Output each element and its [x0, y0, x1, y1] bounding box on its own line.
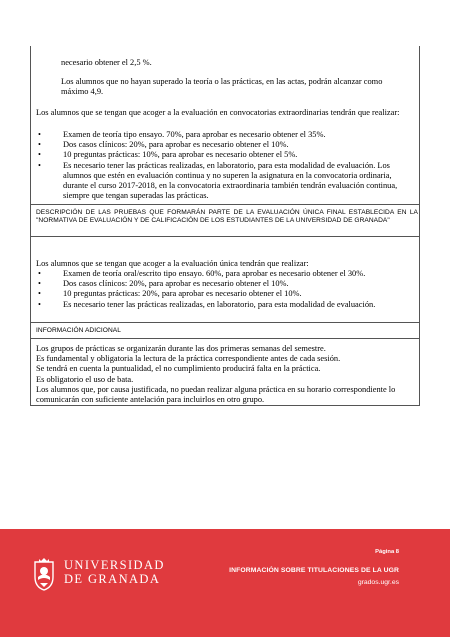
grados-link[interactable]: grados.ugr.es	[357, 579, 399, 586]
university-crest-icon	[31, 557, 57, 591]
section-divider	[31, 204, 419, 205]
list-item: • Examen de teoría oral/escrito tipo ensayo. 60%, para aprobar es necesario obtener el 30%.	[36, 269, 408, 279]
list-item: • 10 preguntas prácticas: 10%, para aprobar es necesario obtener el 5%.	[36, 150, 408, 160]
footer-band	[0, 529, 450, 637]
evaluacion-unica-intro: Los alumnos que se tengan que acoger a la evaluación única tendrán que realizar:	[36, 259, 309, 268]
list-item: • Es necesario tener las prácticas realizadas, en laboratorio, para esta modalidad de evaluación. Los alumnos que estén en evaluación continua y no superen la asignatura en la convocatoria ordinaria, durante el curso 2017-2018, en la convocatoria extraordinaria también tendrán evaluación continua, siempre que tengan superadas las prácticas.	[36, 161, 408, 202]
info-adicional-heading: INFORMACIÓN ADICIONAL	[36, 327, 121, 334]
no-superado-paragraph: Los alumnos que no hayan superado la teoría o las prácticas, en las actas, podrán alcanzar como máximo 4,9.	[61, 77, 383, 97]
page-number: Página 8	[375, 549, 399, 555]
titulaciones-title: INFORMACIÓN SOBRE TITULACIONES DE LA UGR	[229, 567, 399, 574]
info-line: Los grupos de prácticas se organizarán durante las dos primeras semanas del semestre.	[36, 344, 326, 353]
university-name: UNIVERSIDAD DE GRANADA	[64, 558, 165, 586]
list-item: • Examen de teoría tipo ensayo. 70%, para aprobar es necesario obtener el 35%.	[36, 130, 408, 140]
list-item: • Dos casos clínicos: 20%, para aprobar es necesario obtener el 10%.	[36, 279, 408, 289]
section-divider	[31, 338, 419, 339]
document-frame	[30, 46, 420, 406]
info-adicional-body	[36, 344, 418, 405]
info-line: Es obligatorio el uso de bata.	[36, 374, 134, 384]
extraordinaria-list	[36, 130, 408, 201]
extraordinaria-intro: Los alumnos que se tengan que acoger a la evaluación en convocatorias extraordinarias tendrán que realizar:	[36, 108, 400, 117]
list-item: • 10 preguntas prácticas: 20%, para aprobar es necesario obtener el 10%.	[36, 289, 408, 299]
evaluacion-unica-list	[36, 269, 408, 310]
info-line: Se tendrá en cuenta la puntualidad, el no cumplimiento producirá falta en la práctica.	[36, 364, 321, 374]
info-line: Los alumnos que, por causa justificada, no puedan realizar alguna práctica en su horario correspondiente lo comunicarán con suficiente antelación para incluirlos en otro grupo.	[36, 384, 396, 405]
list-item: • Es necesario tener las prácticas realizadas, en laboratorio, para esta modalidad de evaluación.	[36, 300, 408, 310]
evaluacion-unica-heading: DESCRIPCIÓN DE LAS PRUEBAS QUE FORMARÁN PARTE DE LA EVALUACIÓN ÚNICA FINAL ESTABLECIDA EN LA "NORMATIVA DE EVALUACIÓN Y DE CALIFICACIÓN DE LOS ESTUDIANTES DE LA UNIVERSIDAD DE GRANADA"	[36, 209, 418, 225]
continuation-line: necesario obtener el 2,5 %.	[61, 58, 152, 67]
info-line: Es fundamental y obligatoria la lectura de la práctica correspondiente antes de cada sesión.	[36, 354, 341, 364]
list-item: • Dos casos clínicos: 20%, para aprobar es necesario obtener el 10%.	[36, 140, 408, 150]
section-divider	[31, 322, 419, 323]
section-divider	[31, 236, 419, 237]
